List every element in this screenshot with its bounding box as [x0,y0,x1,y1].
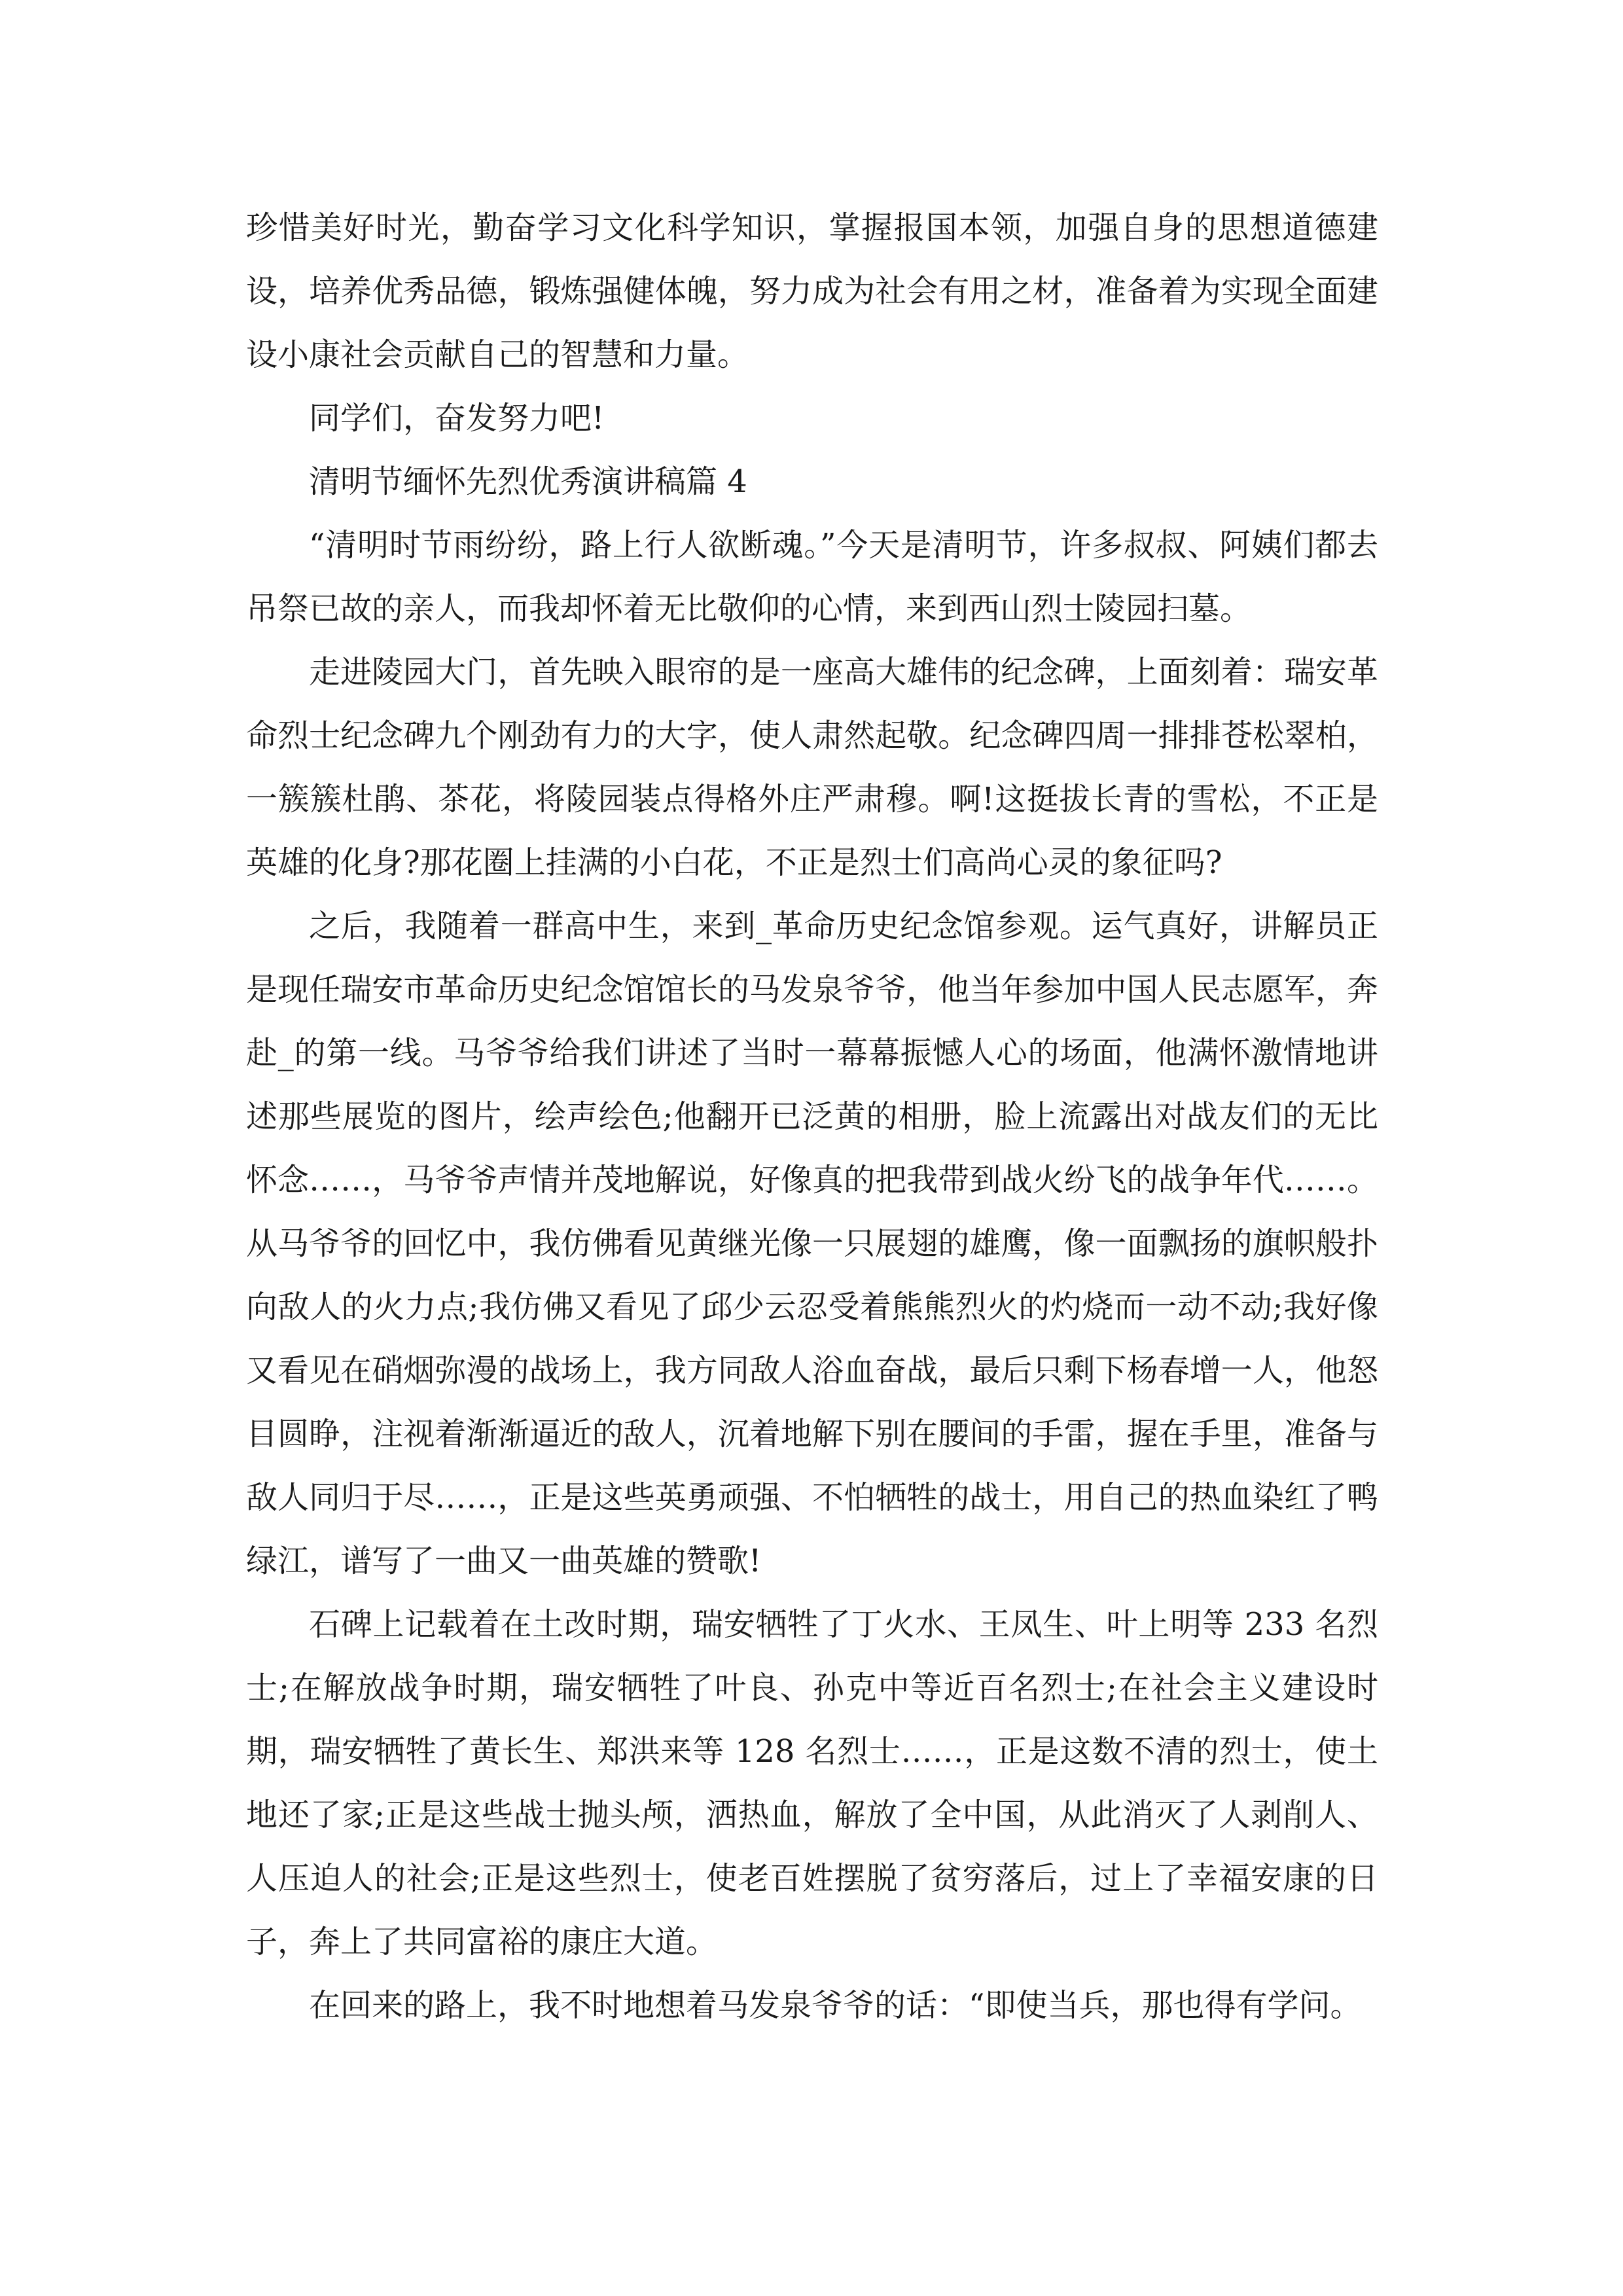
paragraph-stone-tablet: 石碑上记载着在土改时期，瑞安牺牲了丁火水、王凤生、叶上明等 233 名烈士;在解放战争时期，瑞安牺牲了叶良、孙克中等近百名烈士;在社会主义建设时期，瑞安牺牲了黄长生、郑洪来等 128 名烈士……，正是这数不清的烈士，使土地还了家;正是这些战士抛头颅，洒热血，解放了全中国，从此消灭了人剥削人、人压迫人的社会;正是这些烈士，使老百姓摆脱了贫穷落后，过上了幸福安康的日子，奔上了共同富裕的康庄大道。 [246,1606,1378,1960]
document-body [246,196,1378,2037]
paragraph-exhortation: 同学们，奋发努力吧! [309,400,605,437]
section-title: 清明节缅怀先烈优秀演讲稿篇 4 [309,463,747,500]
paragraph-museum-visit: 之后，我随着一群高中生，来到_革命历史纪念馆参观。运气真好，讲解员正是现任瑞安市革命历史纪念馆馆长的马发泉爷爷，他当年参加中国人民志愿军，奔赴_的第一线。马爷爷给我们讲述了当时一幕幕振憾人心的场面，他满怀激情地讲述那些展览的图片，绘声绘色;他翻开已泛黄的相册，脸上流露出对战友们的无比怀念……，马爷爷声情并茂地解说，好像真的把我带到战火纷飞的战争年代……。从马爷爷的回忆中，我仿佛看见黄继光像一只展翅的雄鹰，像一面飘扬的旗帜般扑向敌人的火力点;我仿佛又看见了邱少云忍受着熊熊烈火的灼烧而一动不动;我好像又看见在硝烟弥漫的战场上，我方同敌人浴血奋战，最后只剩下杨春增一人，他怒目圆睁，注视着渐渐逼近的敌人，沉着地解下别在腰间的手雷，握在手里，准备与敌人同归于尽……，正是这些英勇顽强、不怕牺牲的战士，用自己的热血染红了鸭绿江，谱写了一曲又一曲英雄的赞歌! [246,908,1378,1579]
paragraph-memorial-gate: 走进陵园大门，首先映入眼帘的是一座高大雄伟的纪念碑，上面刻着：瑞安革命烈士纪念碑九个刚劲有力的大字，使人肃然起敬。纪念碑四周一排排苍松翠柏，一簇簇杜鹃、茶花，将陵园装点得格外庄严肃穆。啊!这挺拔长青的雪松，不正是英雄的化身?那花圈上挂满的小白花，不正是烈士们高尚心灵的象征吗? [246,654,1378,881]
paragraph-return-journey: 在回来的路上，我不时地想着马发泉爷爷的话：“即使当兵，那也得有学问。 [309,1987,1362,2024]
paragraph-continuation: 珍惜美好时光，勤奋学习文化科学知识，掌握报国本领，加强自身的思想道德建设，培养优秀品德，锻炼强健体魄，努力成为社会有用之材，准备着为实现全面建设小康社会贡献自己的智慧和力量。 [246,209,1378,373]
paragraph-qingming-intro: “清明时节雨纷纷，路上行人欲断魂。”今天是清明节，许多叔叔、阿姨们都去吊祭已故的亲人，而我却怀着无比敬仰的心情，来到西山烈士陵园扫墓。 [246,527,1378,627]
